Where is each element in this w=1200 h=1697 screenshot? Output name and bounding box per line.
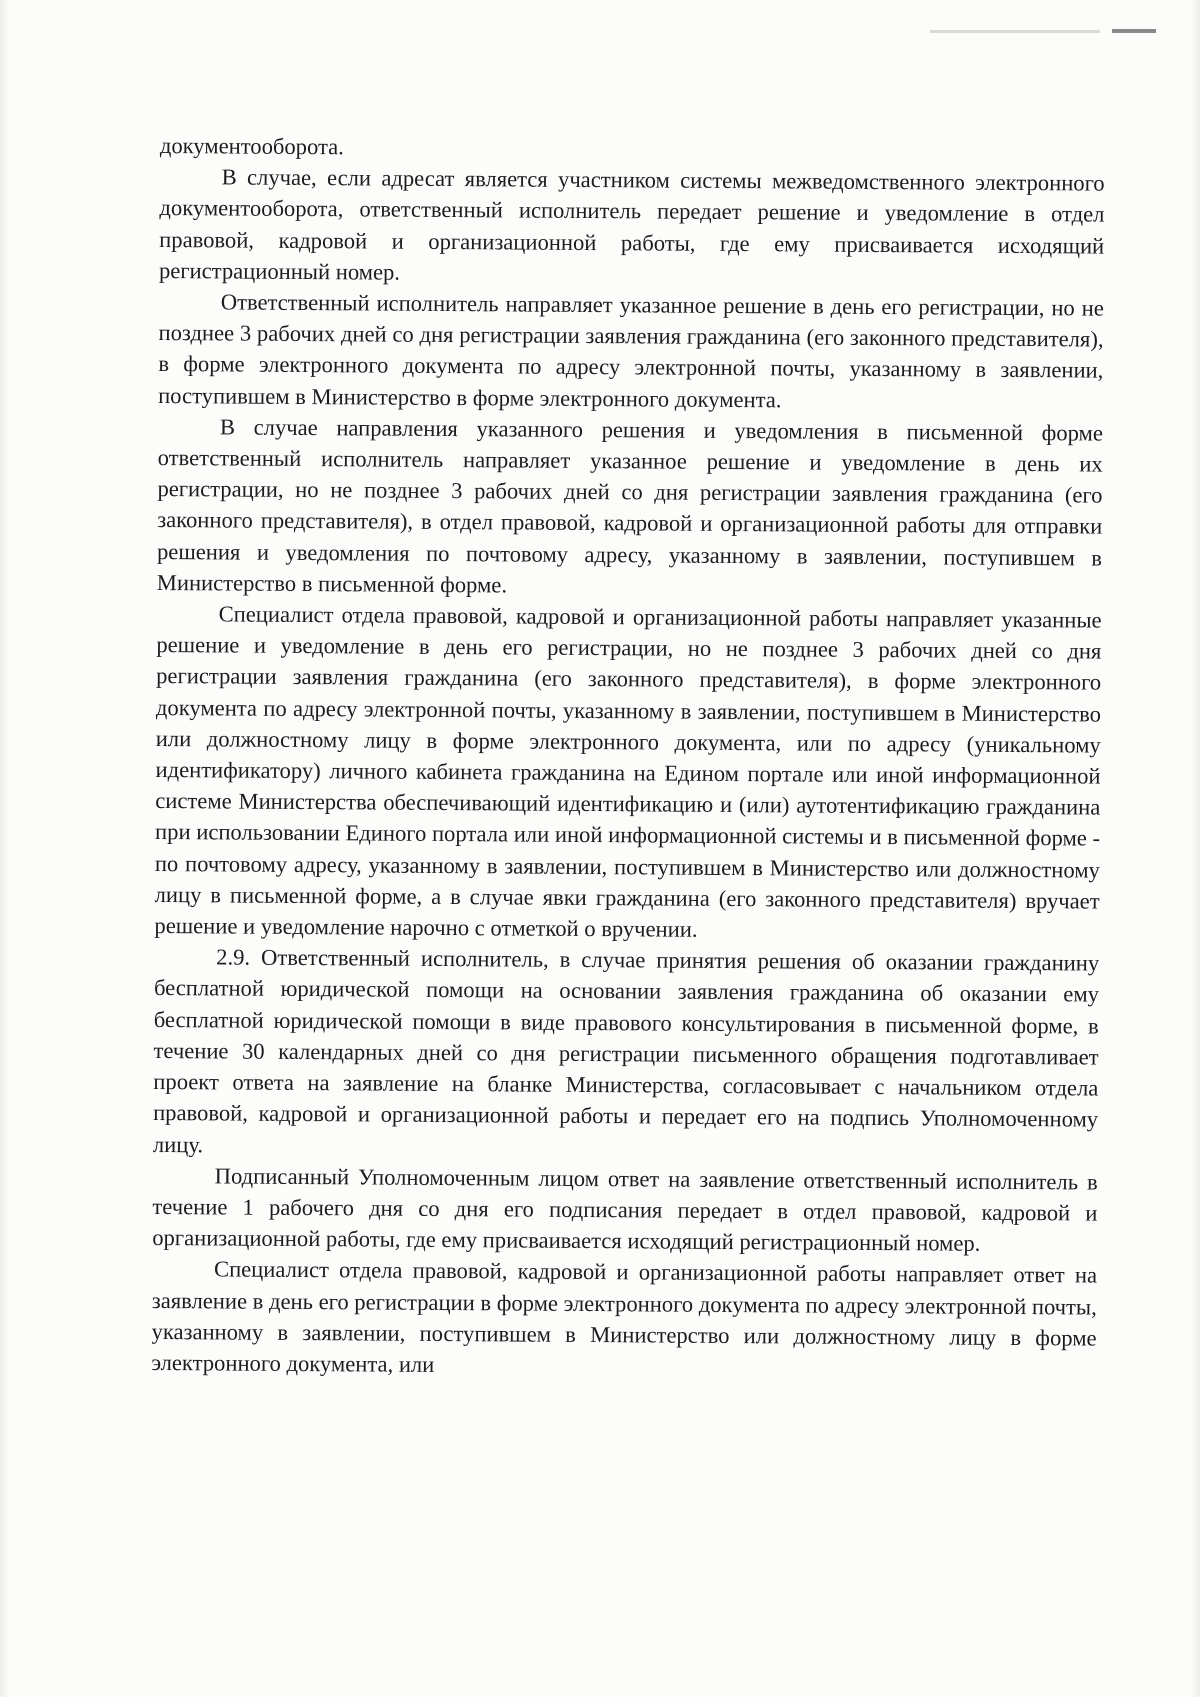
document-body (151, 130, 1105, 1385)
paragraph-specialist-answer: Специалист отдела правовой, кадровой и организационной работы направляет ответ на заявление в день его регистрации в форме электронного документа по адресу электронной почты, указанному в заявлении, поступившем в Министерство или должностному лицу в форме электронного документа, или (151, 1256, 1098, 1377)
scan-artifact-line (930, 30, 1100, 33)
scan-shadow-right (1190, 0, 1200, 1697)
paragraph-section-2-9: 2.9. Ответственный исполнитель, в случае принятия решения об оказании гражданину бесплатной юридической помощи на основании заявления гражданина об оказании ему бесплатной юридической помощи в виде правового консультирования в письменной форме, в течение 30 календарных дней со дня регистрации письменного обращения подготавливает проект ответа на заявление на бланке Министерства, согласовывает с начальником отдела правовой, кадровой и организационной работы и передает его на подпись Уполномоченному лицу. (152, 944, 1100, 1157)
paragraph-continuation: документооборота. (159, 132, 344, 160)
scan-shadow-left (0, 0, 10, 1697)
paragraph-electronic-delivery: Ответственный исполнитель направляет указанное решение в день его регистрации, но не позднее 3 рабочих дней со дня регистрации заявления гражданина (его законного представителя), в форме электронного документа по адресу электронной почты, указанному в заявлении, поступившем в Министерство в форме электронного документа. (158, 289, 1104, 412)
paragraph-specialist-delivery: Специалист отдела правовой, кадровой и организационной работы направляет указанные решение и уведомление в день его регистрации, но не позднее 3 рабочих дней со дня регистрации заявления гражданина (его законного представителя), в форме электронного документа по адресу электронной почты, указанному в заявлении, поступившем в Министерство или должностному лицу в форме электронного документа, или по адресу (уникальному идентификатору) личного кабинета гражданина на Едином портале или иной информационной системе Министерства обеспечивающий идентификацию и (или) аутотентификацию гражданина при использовании Единого портала или иной информационной системы и в письменной форме - по почтовому адресу, указанному в заявлении, поступившем в Министерство или должностному лицу в письменной форме, а в случае явки гражданина (его законного представителя) вручает решение и уведомление нарочно с отметкой о вручении. (154, 601, 1102, 942)
paragraph-interagency-edo: В случае, если адресат является участником системы межведомственного электронного документооборота, ответственный исполнитель передает решение и уведомление в отдел правовой, кадровой и организационной работы, где ему присваивается исходящий регистрационный номер. (158, 164, 1105, 285)
scan-artifact-mark (1112, 29, 1156, 33)
paragraph-signed-answer: Подписанный Уполномоченным лицом ответ на заявление ответственный исполнитель в течение 1 рабочего дня со дня его подписания передает в отдел правовой, кадровой и организационной работы, где ему присваивается исходящий регистрационный номер. (152, 1163, 1098, 1256)
paragraph-written-form: В случае направления указанного решения и уведомления в письменной форме ответственный исполнитель направляет указанное решение и уведомление в день их регистрации, но не позднее 3 рабочих дней со дня регистрации заявления гражданина (его законного представителя), в отдел правовой, кадровой и организационной работы для отправки решения и уведомления по почтовому адресу, указанному в заявлении, поступившем в Министерство в письменной форме. (156, 414, 1103, 598)
